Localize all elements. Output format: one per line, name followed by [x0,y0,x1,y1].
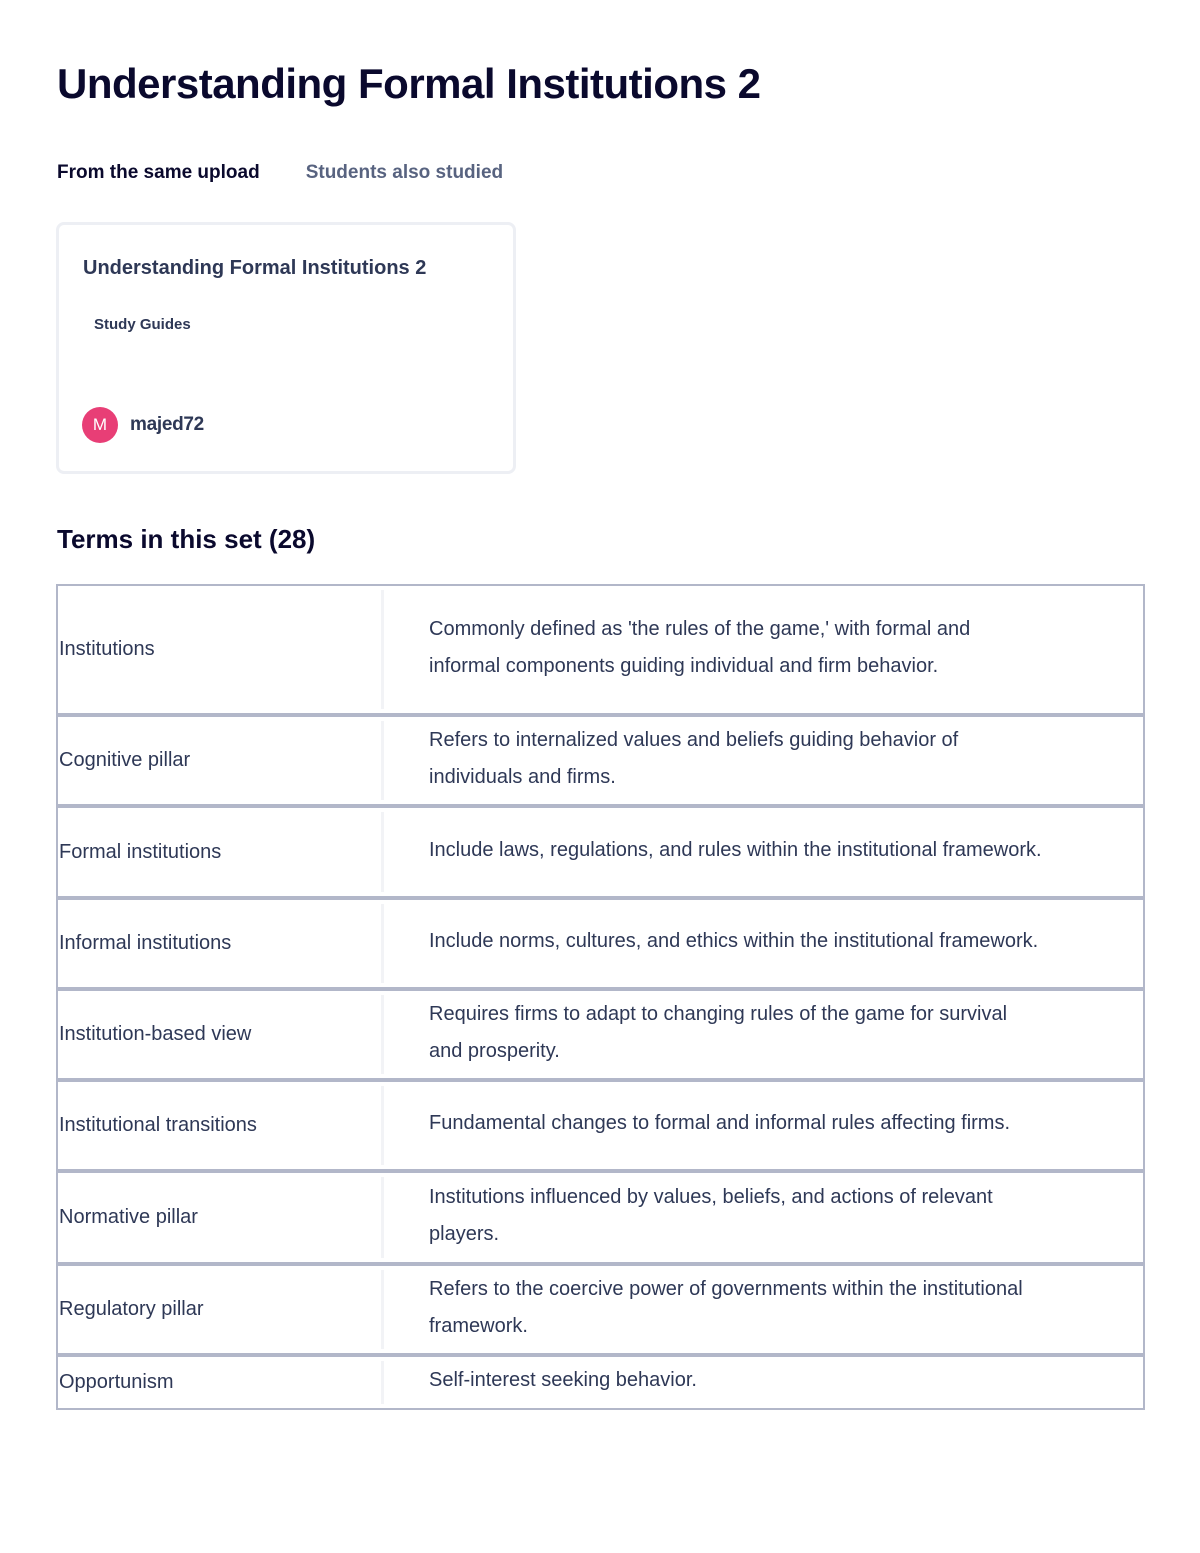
term-cell: Formal institutions [58,812,384,892]
term-cell: Opportunism [58,1361,384,1404]
table-row [56,1170,1145,1264]
table-row [56,714,1145,806]
card-tag: Study Guides [94,316,191,333]
tab-from-same-upload[interactable]: From the same upload [57,162,260,183]
term-cell: Institution-based view [58,995,384,1074]
term-cell: Cognitive pillar [58,721,384,800]
study-tabs [57,160,503,188]
terms-heading: Terms in this set (28) [57,524,316,554]
definition-cell: Self-interest seeking behavior. [429,1369,697,1391]
tab-students-also-studied[interactable]: Students also studied [305,162,504,183]
definition-cell: Refers to internalized values and beliefs guiding behavior of individuals and firms. [429,728,959,788]
username[interactable]: majed72 [130,414,204,435]
definition-cell: Institutions influenced by values, beliefs, and actions of relevant players. [429,1185,993,1245]
card-title: Understanding Formal Institutions 2 [83,257,427,279]
table-row [56,1263,1145,1355]
definition-cell: Commonly defined as 'the rules of the game,' with formal and informal components guiding individual and firm behavior. [429,617,971,677]
definition-cell: Fundamental changes to formal and informal rules affecting firms. [429,1112,1011,1134]
term-cell: Institutional transitions [58,1086,384,1165]
term-cell: Regulatory pillar [58,1270,384,1349]
terms-table [56,584,1145,1410]
table-row [56,584,1145,715]
definition-cell: Include laws, regulations, and rules within the institutional framework. [429,838,1042,861]
table-row [56,988,1145,1080]
term-cell: Institutions [58,590,384,709]
definition-cell: Include norms, cultures, and ethics within the institutional framework. [429,930,1039,952]
avatar: M [82,407,118,443]
table-row [56,897,1145,989]
term-cell: Informal institutions [58,904,384,983]
page-title: Understanding Formal Institutions 2 [57,60,761,107]
study-set-card[interactable] [56,222,516,474]
definition-cell: Refers to the coercive power of governments within the institutional framework. [429,1277,1023,1337]
term-cell: Normative pillar [58,1177,384,1258]
table-row [56,1354,1145,1410]
table-row [56,805,1145,898]
definition-cell: Requires firms to adapt to changing rules of the game for survival and prosperity. [429,1002,1008,1062]
table-row [56,1079,1145,1171]
